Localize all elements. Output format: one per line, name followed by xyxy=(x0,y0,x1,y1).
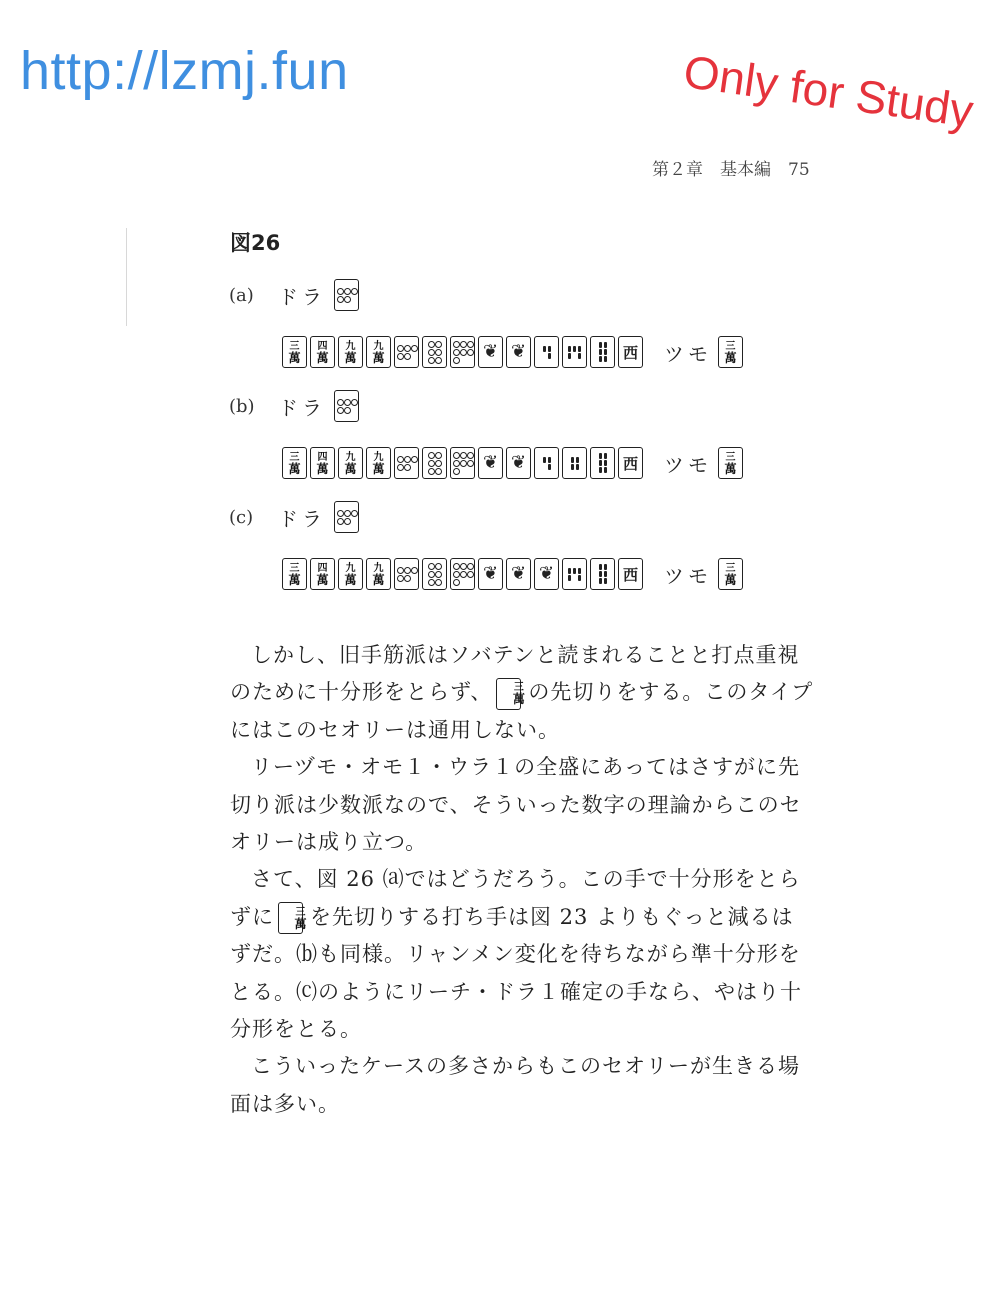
figure-row-label: (c) xyxy=(229,507,254,528)
sou-1-tile: ❦ xyxy=(478,558,503,590)
figure-row-label: (a) xyxy=(229,285,254,306)
dora-indicator xyxy=(278,390,362,422)
inline-tile-1 xyxy=(496,678,524,710)
paragraph-4: こういったケースの多さからもこのセオリーが生きる場面は多い。 xyxy=(230,1054,800,1116)
running-head: 第２章 基本編 75 xyxy=(652,160,810,180)
man-9-tile: 九 萬 xyxy=(366,558,391,590)
man-3-tile: 三 萬 xyxy=(718,447,743,479)
tsumo-label: ツモ xyxy=(664,452,712,477)
west-wind-tile: 西 xyxy=(618,336,643,368)
pin-7-tile xyxy=(450,447,475,479)
man-3-tile: 三 萬 xyxy=(282,336,307,368)
paragraph-3 xyxy=(230,861,815,1048)
paragraph-3-part-1: さて、図 26 ⒜ではどうだろう。この手で十分形をとらずに xyxy=(230,867,801,929)
margin-rule xyxy=(126,228,127,326)
pin-6-tile xyxy=(422,336,447,368)
sou-6-tile xyxy=(590,336,615,368)
man-3-tile: 三 萬 xyxy=(282,447,307,479)
pin-5-tile xyxy=(334,279,359,311)
man-4-tile: 四 萬 xyxy=(310,558,335,590)
paragraph-1-part-1: しかし、旧手筋派はソバテンと読まれることと打点重視のために十分形をとらず、 xyxy=(230,643,800,705)
pin-5-tile xyxy=(394,558,419,590)
west-wind-tile: 西 xyxy=(618,447,643,479)
man-9-tile: 九 萬 xyxy=(366,447,391,479)
sou-5-tile xyxy=(562,336,587,368)
watermark-study: Only for Study xyxy=(680,44,977,138)
dora-indicator xyxy=(278,501,362,533)
sou-1-tile: ❦ xyxy=(506,558,531,590)
sou-1-tile: ❦ xyxy=(478,336,503,368)
man-9-tile: 九 萬 xyxy=(338,558,363,590)
sou-3-tile xyxy=(534,336,559,368)
tsumo-label: ツモ xyxy=(664,563,712,588)
paragraph-2: リーヅモ・オモ１・ウラ１の全盛にあってはさすがに先切り派は少数派なので、そういった数字の理論からこのセオリーは成り立つ。 xyxy=(230,755,802,855)
pin-5-tile xyxy=(334,501,359,533)
pin-6-tile xyxy=(422,447,447,479)
sou-1-tile: ❦ xyxy=(534,558,559,590)
west-wind-tile: 西 xyxy=(618,558,643,590)
man-4-tile: 四 萬 xyxy=(310,336,335,368)
watermark-url: http://lzmj.fun xyxy=(20,41,349,101)
sou-1-tile: ❦ xyxy=(478,447,503,479)
inline-tile-2 xyxy=(278,902,306,934)
man-9-tile: 九 萬 xyxy=(338,336,363,368)
pin-7-tile xyxy=(450,558,475,590)
dora-label: ドラ xyxy=(278,395,326,420)
body-text xyxy=(230,637,815,1123)
hand-tiles xyxy=(282,558,746,590)
figure-row-label: (b) xyxy=(229,396,255,417)
man-9-tile: 九 萬 xyxy=(338,447,363,479)
man-3-tile: 三 萬 xyxy=(496,678,521,710)
sou-3-tile xyxy=(534,447,559,479)
sou-1-tile: ❦ xyxy=(506,447,531,479)
sou-1-tile: ❦ xyxy=(506,336,531,368)
pin-5-tile xyxy=(394,447,419,479)
man-3-tile: 三 萬 xyxy=(718,558,743,590)
paragraph-3-part-2: を先切りする打ち手は図 23 よりもぐっと減るはずだ。⒝も同様。リャンメン変化を待ちながら準十分形をとる。⒞のようにリーチ・ドラ１確定の手なら、やはり十分形をとる。 xyxy=(230,904,802,1042)
sou-6-tile xyxy=(590,447,615,479)
man-3-tile: 三 萬 xyxy=(278,902,303,934)
paragraph-1-part-2: の先切りをする。このタイプにはこのセオリーは通用しない。 xyxy=(230,680,814,742)
man-9-tile: 九 萬 xyxy=(366,336,391,368)
pin-5-tile xyxy=(394,336,419,368)
hand-tiles xyxy=(282,447,746,479)
sou-5-tile xyxy=(562,558,587,590)
man-3-tile: 三 萬 xyxy=(718,336,743,368)
pin-5-tile xyxy=(334,390,359,422)
sou-4-tile xyxy=(562,447,587,479)
pin-6-tile xyxy=(422,558,447,590)
tsumo-label: ツモ xyxy=(664,341,712,366)
figure-title: 図26 xyxy=(230,231,281,255)
dora-indicator xyxy=(278,279,362,311)
dora-label: ドラ xyxy=(278,506,326,531)
man-4-tile: 四 萬 xyxy=(310,447,335,479)
paragraph-1 xyxy=(230,637,815,749)
sou-6-tile xyxy=(590,558,615,590)
man-3-tile: 三 萬 xyxy=(282,558,307,590)
hand-tiles xyxy=(282,336,746,368)
dora-label: ドラ xyxy=(278,284,326,309)
pin-7-tile xyxy=(450,336,475,368)
